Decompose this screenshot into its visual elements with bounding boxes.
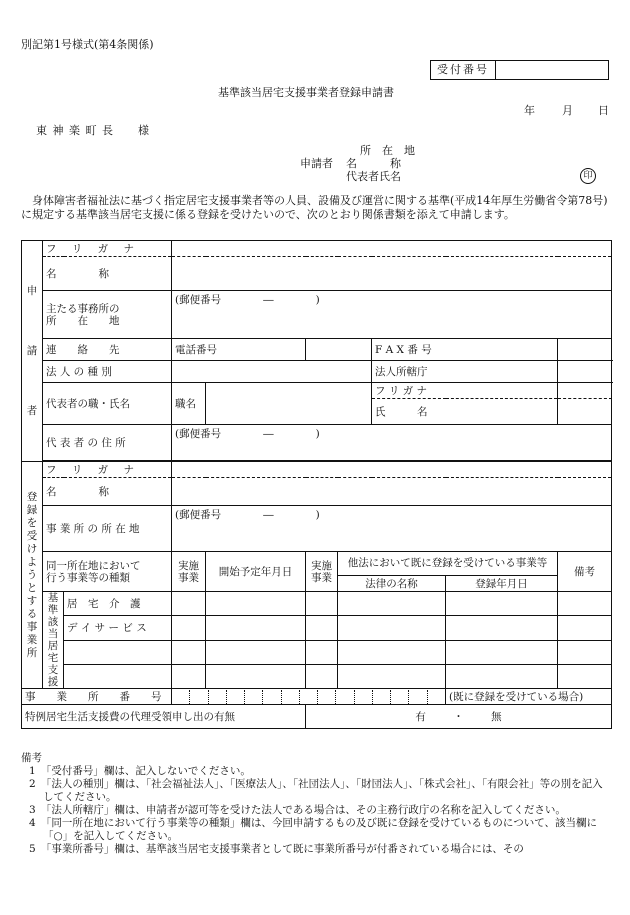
tel-field[interactable] bbox=[306, 339, 372, 361]
services-header: 同一所在地において 行う事業等の種類 bbox=[43, 552, 172, 592]
special-yes[interactable]: 有 bbox=[415, 710, 426, 723]
service-1-impl2[interactable] bbox=[306, 592, 338, 616]
rep-address-field[interactable]: (郵便番号 ― ) bbox=[172, 425, 612, 461]
service-2-law[interactable] bbox=[338, 616, 446, 640]
name-field[interactable] bbox=[172, 257, 612, 291]
service-3-label[interactable] bbox=[64, 640, 172, 664]
main-office-label: 主たる事務所の 所 在 地 bbox=[43, 291, 172, 339]
service-3-remarks[interactable] bbox=[558, 640, 612, 664]
rep-furigana-label: フ リ ガ ナ bbox=[372, 383, 558, 399]
office-name-label: 名 称 bbox=[43, 478, 172, 506]
position-label: 職名 bbox=[172, 383, 206, 425]
applicant-label: 申請者 bbox=[300, 157, 333, 170]
service-2-label: デ イ サ ー ビ ス bbox=[64, 616, 172, 640]
furigana-field[interactable] bbox=[172, 241, 612, 257]
special-dot: ・ bbox=[453, 710, 464, 723]
jurisdiction-field[interactable] bbox=[558, 361, 612, 383]
service-2-impl[interactable] bbox=[172, 616, 206, 640]
note-item: 5 「事業所番号」欄は、基準該当居宅支援事業者として既に事業所番号が付番されている場合には、その bbox=[29, 843, 524, 855]
corp-type-field[interactable] bbox=[172, 361, 372, 383]
date-year: 年 bbox=[524, 104, 535, 117]
office-name-field[interactable] bbox=[172, 478, 612, 506]
service-4-label[interactable] bbox=[64, 664, 172, 688]
office-section-label: 登録を受けようとする事業所 bbox=[22, 462, 43, 689]
service-2-start[interactable] bbox=[206, 616, 306, 640]
tel-label: 電話番号 bbox=[172, 339, 306, 361]
start-date-header: 開始予定年月日 bbox=[206, 552, 306, 592]
service-4-start[interactable] bbox=[206, 664, 306, 688]
rep-title-label: 代表者の職・氏名 bbox=[43, 383, 172, 425]
rep-address-label: 代 表 者 の 住 所 bbox=[43, 425, 172, 461]
service-4-impl2[interactable] bbox=[306, 664, 338, 688]
rep-name-label: 氏 名 bbox=[372, 399, 558, 425]
contact-label: 連 絡 先 bbox=[43, 339, 172, 361]
office-furigana-field[interactable] bbox=[172, 462, 612, 478]
special-label: 特例居宅生活支援費の代理受領申し出の有無 bbox=[22, 705, 306, 729]
applicant-section-label: 申 請 者 bbox=[22, 241, 43, 462]
service-1-remarks[interactable] bbox=[558, 592, 612, 616]
addressee: 東 神 楽 町 長 様 bbox=[36, 124, 150, 137]
name-label: 名 称 bbox=[346, 157, 401, 170]
service-2-date[interactable] bbox=[446, 616, 558, 640]
law-name-header: 法律の名称 bbox=[338, 576, 446, 592]
office-number-field[interactable] bbox=[172, 689, 446, 705]
receipt-number-field[interactable] bbox=[496, 61, 608, 79]
service-4-impl[interactable] bbox=[172, 664, 206, 688]
service-1-start[interactable] bbox=[206, 592, 306, 616]
notes-section bbox=[21, 752, 611, 856]
service-4-date[interactable] bbox=[446, 664, 558, 688]
intro-text: 身体障害者福祉法に基づく指定居宅支援事業者等の人員、設備及び運営に関する基準(平成14年厚生労働省令第78号)に規定する基準該当居宅支援に係る登録を受けたいので、次のとおり関係書類を添えて申請します。 bbox=[21, 194, 608, 221]
name-row-label: 名 称 bbox=[43, 257, 172, 291]
service-1-label: 居 宅 介 護 bbox=[64, 592, 172, 616]
category-label: 基準該当居宅支援 bbox=[43, 592, 64, 689]
service-1-law[interactable] bbox=[338, 592, 446, 616]
date-day: 日 bbox=[598, 104, 609, 117]
furigana-label: フ リ ガ ナ bbox=[43, 241, 172, 257]
notes-title: 備考 bbox=[21, 752, 42, 764]
rep-name-field[interactable] bbox=[558, 399, 612, 425]
service-1-date[interactable] bbox=[446, 592, 558, 616]
service-2-impl2[interactable] bbox=[306, 616, 338, 640]
special-choice[interactable] bbox=[306, 705, 612, 729]
representative-label: 代表者氏名 bbox=[346, 170, 401, 183]
note-item: 4 「同一所在地において行う事業等の種類」欄は、今回申請するもの及び既に登録を受けているものについて、該当欄に「○」を記入してください。 bbox=[29, 817, 598, 842]
service-3-date[interactable] bbox=[446, 640, 558, 664]
service-1-impl[interactable] bbox=[172, 592, 206, 616]
note-item: 2 「法人の種別」欄は、「社会福祉法人」、「医療法人」、「社団法人」、「財団法人」、「株式会社」、「有限会社」等の別を記入してください。 bbox=[29, 778, 603, 803]
impl-header: 実施 事業 bbox=[172, 552, 206, 592]
service-3-start[interactable] bbox=[206, 640, 306, 664]
service-4-law[interactable] bbox=[338, 664, 446, 688]
other-law-header: 他法において既に登録を受けている事業等 bbox=[338, 552, 558, 576]
service-4-remarks[interactable] bbox=[558, 664, 612, 688]
form-title: 基準該当居宅支援事業者登録申請書 bbox=[218, 86, 394, 99]
service-3-impl2[interactable] bbox=[306, 640, 338, 664]
impl2-header: 実施 事業 bbox=[306, 552, 338, 592]
rep-furigana-field[interactable] bbox=[558, 383, 612, 399]
office-number-label: 事 業 所 番 号 bbox=[22, 689, 172, 705]
fax-label: F A X 番 号 bbox=[372, 339, 558, 361]
jurisdiction-label: 法人所轄庁 bbox=[372, 361, 558, 383]
office-address-label: 事 業 所 の 所 在 地 bbox=[43, 506, 172, 552]
note-item: 1 「受付番号」欄は、記入しないでください。 bbox=[29, 765, 251, 777]
special-no[interactable]: 無 bbox=[491, 710, 502, 723]
position-field[interactable] bbox=[206, 383, 372, 425]
address-label: 所 在 地 bbox=[360, 144, 415, 157]
service-2-remarks[interactable] bbox=[558, 616, 612, 640]
office-furigana-label: フ リ ガ ナ bbox=[43, 462, 172, 478]
date-month: 月 bbox=[562, 104, 573, 117]
main-office-field[interactable]: (郵便番号 ― ) bbox=[172, 291, 612, 339]
corp-type-label: 法 人 の 種 別 bbox=[43, 361, 172, 383]
office-address-field[interactable]: (郵便番号 ― ) bbox=[172, 506, 612, 552]
note-item: 3 「法人所轄庁」欄は、申請者が認可等を受けた法人である場合は、その主務行政庁の名称を記入してください。 bbox=[29, 804, 566, 816]
application-table bbox=[21, 240, 612, 729]
seal-mark: 印 bbox=[580, 168, 596, 184]
receipt-number-label: 受付番号 bbox=[431, 61, 496, 79]
reg-date-header: 登録年月日 bbox=[446, 576, 558, 592]
office-number-note: (既に登録を受けている場合) bbox=[446, 689, 612, 705]
receipt-number-box bbox=[430, 60, 609, 80]
service-3-law[interactable] bbox=[338, 640, 446, 664]
form-reference: 別記第1号様式(第4条関係) bbox=[21, 38, 154, 51]
service-3-impl[interactable] bbox=[172, 640, 206, 664]
remarks-header: 備考 bbox=[558, 552, 612, 592]
fax-field[interactable] bbox=[558, 339, 612, 361]
